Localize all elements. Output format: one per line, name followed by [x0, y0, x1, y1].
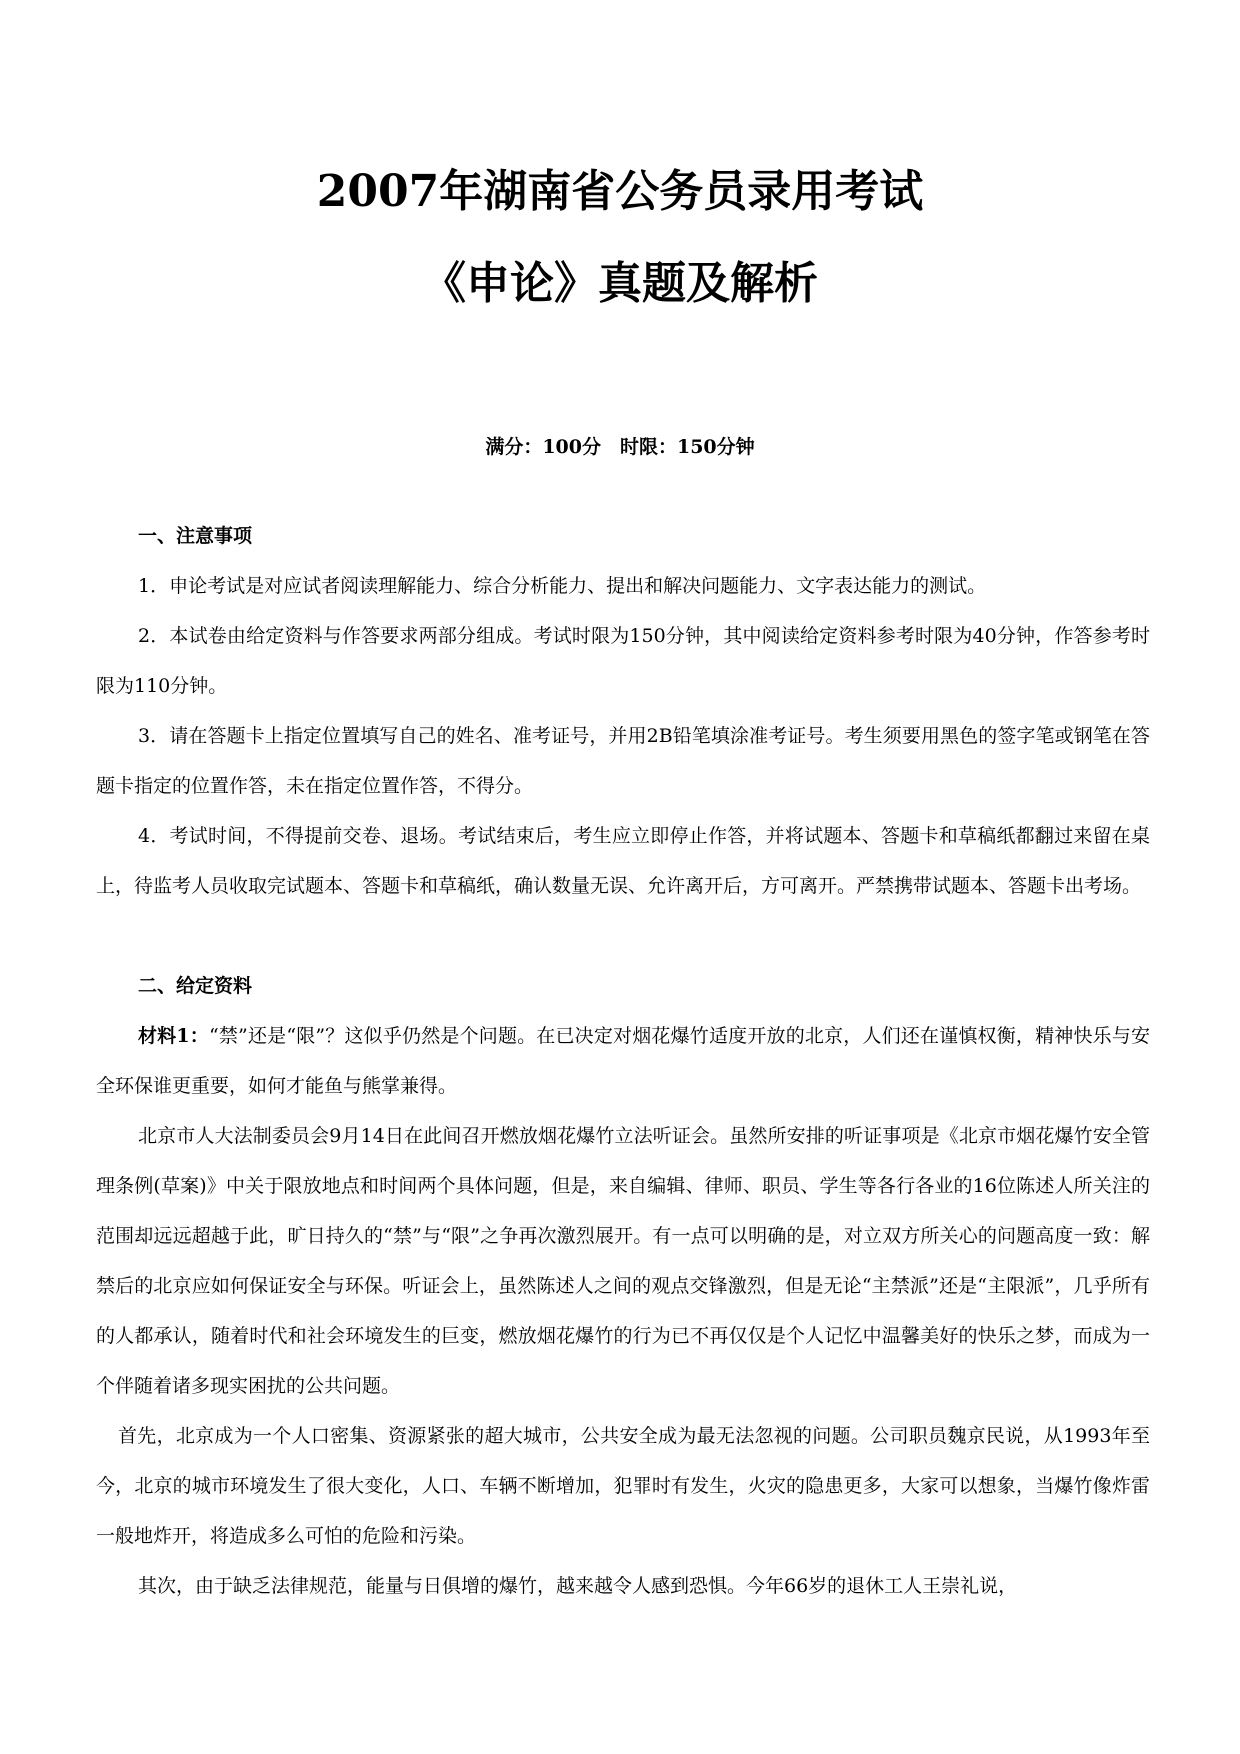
- material-paragraph: 北京市人大法制委员会9月14日在此间召开燃放烟花爆竹立法听证会。虽然所安排的听证事项是《北京市烟花爆竹安全管理条例(草案)》中关于限放地点和时间两个具体问题，但是，来自编辑、律师、职员、学生等各行各业的16位陈述人所关注的范围却远远超越于此，旷日持久的“禁”与“限”之争再次激烈展开。有一点可以明确的是，对立双方所关心的问题高度一致：解禁后的北京应如何保证安全与环保。听证会上，虽然陈述人之间的观点交锋激烈，但是无论“主禁派”还是“主限派”，几乎所有的人都承认，随着时代和社会环境发生的巨变，燃放烟花爆竹的行为已不再仅仅是个人记忆中温馨美好的快乐之梦，而成为一个伴随着诸多现实困扰的公共问题。: [96, 1125, 1150, 1397]
- notes-item-4: 4．考试时间，不得提前交卷、退场。考试结束后，考生应立即停止作答，并将试题本、答题卡和草稿纸都翻过来留在桌上，待监考人员收取完试题本、答题卡和草稿纸，确认数量无误、允许离开后，方可离开。严禁携带试题本、答题卡出考场。: [96, 825, 1150, 897]
- notes-item-1: 1．申论考试是对应试者阅读理解能力、综合分析能力、提出和解决问题能力、文字表达能力的测试。: [138, 575, 987, 597]
- notes-item-2: 2．本试卷由给定资料与作答要求两部分组成。考试时限为150分钟，其中阅读给定资料参考时限为40分钟，作答参考时限为110分钟。: [96, 625, 1150, 697]
- material-1-paragraph: [96, 1011, 1150, 1111]
- section-gap: [96, 911, 1150, 961]
- document-title-line2: 《申论》真题及解析: [422, 258, 818, 309]
- score-time-line: 满分：100分 时限：150分钟: [485, 436, 755, 458]
- document-title-line1: 2007年湖南省公务员录用考试: [316, 166, 924, 217]
- section-heading-materials: 二、给定资料: [138, 975, 253, 997]
- material-paragraph-first: 首先，北京成为一个人口密集、资源紧张的超大城市，公共安全成为最无法忽视的问题。公司职员魏京民说，从1993年至今，北京的城市环境发生了很大变化，人口、车辆不断增加，犯罪时有发生，火灾的隐患更多，大家可以想象，当爆竹像炸雷一般地炸开，将造成多么可怕的危险和污染。: [96, 1425, 1150, 1547]
- document-body: [96, 511, 1150, 1611]
- material-1-label: 材料1：: [138, 1025, 209, 1047]
- material-1-text: “禁”还是“限”？这似乎仍然是个问题。在已决定对烟花爆竹适度开放的北京，人们还在谨慎权衡，精神快乐与安全环保谁更重要，如何才能鱼与熊掌兼得。: [96, 1025, 1150, 1097]
- notes-item-3: 3．请在答题卡上指定位置填写自己的姓名、准考证号，并用2B铅笔填涂准考证号。考生须要用黑色的签字笔或钢笔在答题卡指定的位置作答，未在指定位置作答，不得分。: [96, 725, 1150, 797]
- material-paragraph-second: 其次，由于缺乏法律规范，能量与日俱增的爆竹，越来越令人感到恐惧。今年66岁的退休工人王崇礼说，: [138, 1575, 1018, 1597]
- section-heading-notes: 一、注意事项: [138, 525, 253, 547]
